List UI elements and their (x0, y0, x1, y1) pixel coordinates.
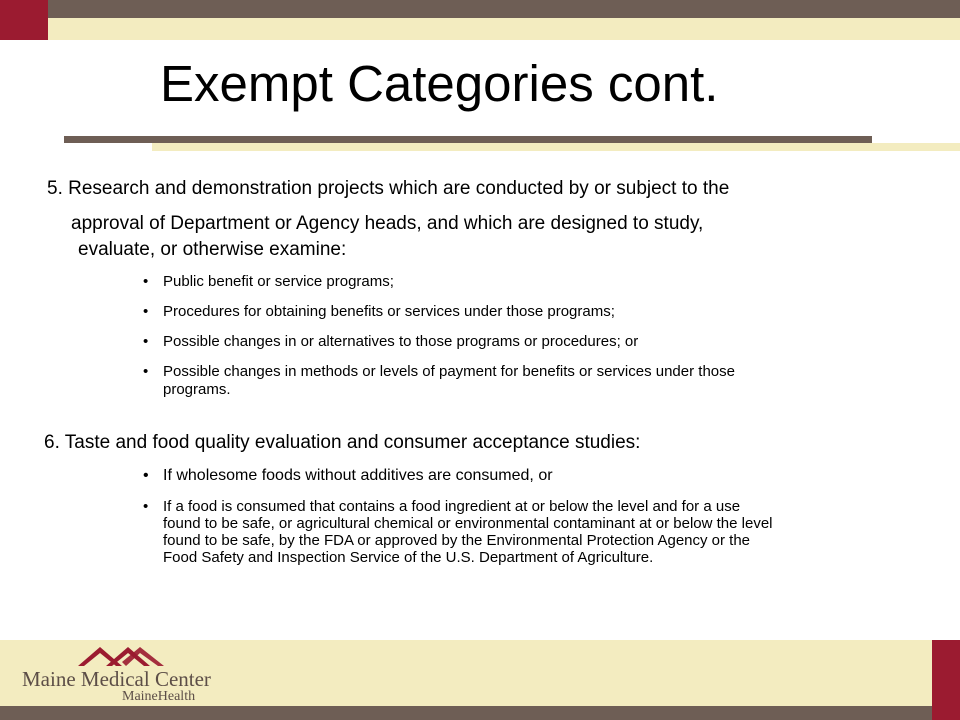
item5-bullet: • Procedures for obtaining benefits or services under those programs; (143, 303, 735, 321)
item5-bullet: • Possible changes in methods or levels of payment for benefits or services under those (143, 363, 735, 381)
item5-bullet: • Public benefit or service programs; (143, 273, 735, 291)
item5-bullet: • Possible changes in or alternatives to those programs or procedures; or (143, 333, 735, 351)
logo-roof-icon (76, 644, 166, 668)
top-brown-band (0, 0, 960, 18)
footer-brown-band (0, 706, 932, 720)
maine-medical-center-logo (22, 644, 222, 704)
logo-name: Maine Medical Center (22, 667, 211, 691)
item5-bullet-list (143, 273, 735, 411)
item6-bullet-continuation: found to be safe, or agricultural chemical or environmental contaminant at or below the level (163, 515, 773, 532)
item5-line2: approval of Department or Agency heads, and which are designed to study, (71, 213, 704, 234)
item6-bullet: • If a food is consumed that contains a food ingredient at or below the level and for a use (143, 498, 773, 515)
item6-bullet-continuation: found to be safe, by the FDA or approved by the Environmental Protection Agency or the (163, 532, 751, 549)
item5-line1: 5. Research and demonstration projects which are conducted by or subject to the (47, 178, 730, 199)
item5-bullet-continuation: programs. (163, 381, 231, 398)
footer-red-block (932, 640, 960, 720)
logo-subname: MaineHealth (122, 689, 196, 704)
item6-bullet-continuation: Food Safety and Inspection Service of the U.S. Department of Agriculture. (163, 549, 654, 566)
slide-title: Exempt Categories cont. (160, 55, 719, 112)
item6-line1: 6. Taste and food quality evaluation and consumer acceptance studies: (44, 432, 641, 453)
item6-bullet: • If wholesome foods without additives are consumed, or (143, 467, 773, 484)
top-red-block (0, 0, 48, 40)
item5-line3: evaluate, or otherwise examine: (78, 239, 347, 260)
title-underline (64, 136, 872, 143)
title-cream-rule (152, 143, 960, 151)
top-cream-band (48, 18, 960, 40)
item6-bullet-list (143, 467, 773, 566)
